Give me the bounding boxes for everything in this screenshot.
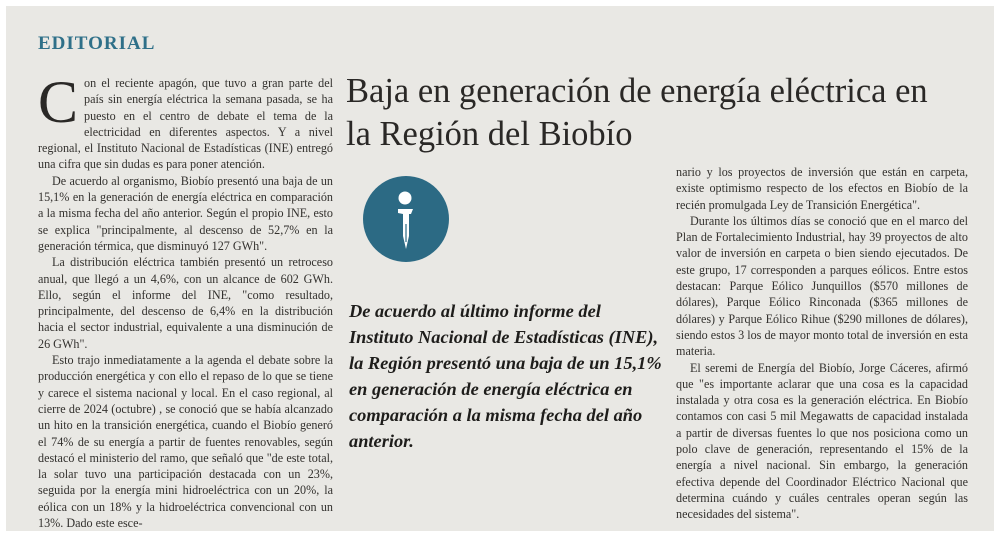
column-left <box>38 69 333 531</box>
paragraph: Esto trajo inmediatamente a la agenda el debate sobre la producción energética y con ello el repaso de lo que se tiene y carece el sistema nacional y local. En el caso regional, al cierre de 2024 (octubre) , se conoció que se había alcanzado un hito en la transición energética, cuando el Biobío generó el 74% de su energía a partir de fuentes renovables, según destacó el ministerio del ramo, que señaló que "de este total, la solar tuvo una participación destacada con un 23%, seguida por la energía mini hidroeléctrica con un 20%, la eólica con un 18% y la hidroeléctrica convencional con un 13%. Dado este esce- <box>38 353 333 531</box>
headline: Baja en generación de energía eléctrica en la Región del Biobío <box>346 72 928 153</box>
column-right <box>676 164 968 523</box>
paragraph: Con el reciente apagón, que tuvo a gran parte del país sin energía eléctrica la semana pasada, se ha puesto en el centro de debate el tema de la electricidad en diferentes aspectos. Y a nivel regional, el Instituto Nacional de Estadísticas (INE) entregó una cifra que sin dudas es para poner atención. <box>38 69 333 172</box>
paragraph: De acuerdo al organismo, Biobío presentó una baja de un 15,1% en la generación de energía eléctrica en comparación a la misma fecha del año anterior. Según el propio INE, esto se explica "principalmente, al descenso de 52,7% en la generación térmica, que disminuyó 127 GWh". <box>38 173 333 253</box>
pull-quote: De acuerdo al último informe del Instituto Nacional de Estadísticas (INE), la Región presentó una baja de un 15,1% en generación de energía eléctrica en comparación a la misma fecha del año anterior. <box>349 301 662 451</box>
editorial-page <box>6 6 994 531</box>
section-label: EDITORIAL <box>38 33 156 54</box>
info-pen-icon <box>363 176 449 262</box>
paragraph: La distribución eléctrica también presentó un retroceso anual, que llegó a un 4,6%, con un alcance de 602 GWh. Ello, según el informe del INE, "como resultado, principalmente, del descenso de 6,4% en la distribución hacia el sector industrial, equivalente a una disminución de 26 GWh". <box>38 255 333 351</box>
paragraph: Durante los últimos días se conoció que en el marco del Plan de Fortalecimiento Industrial, hay 39 proyectos de alto valor de inversión en carpeta o bien siendo ejecutados. De este grupo, 17 corresponden a parques eólicos. Entre estos destacan: Parque Eólico Junquillos ($570 millones de dólares), Parque Eólico Rinconada ($365 millones de dólares) y Parque Eólico Rihue ($290 millones de dólares), siendo estos 3 los de mayor monto total de inversión en esta materia. <box>676 213 968 359</box>
paragraph: El seremi de Energía del Biobío, Jorge Cáceres, afirmó que "es importante aclarar que una cosa es la capacidad instalada y otra cosa es la generación eléctrica. En Biobío contamos con casi 5 mil Megawatts de capacidad instalada a partir de diversas fuentes lo que nos posiciona como un polo clave de generación, representando el 15% de la energía a nivel nacional. Sin embargo, la generación efectiva depende del Coordinador Eléctrico Nacional que determina cuándo y cuáles centrales operan según las necesidades del sistema". <box>676 360 968 522</box>
drop-cap: C <box>38 69 79 135</box>
paragraph: nario y los proyectos de inversión que están en carpeta, existe optimismo respecto de los efectos en Biobío de la recién promulgada Ley de Transición Energética". <box>676 165 968 212</box>
